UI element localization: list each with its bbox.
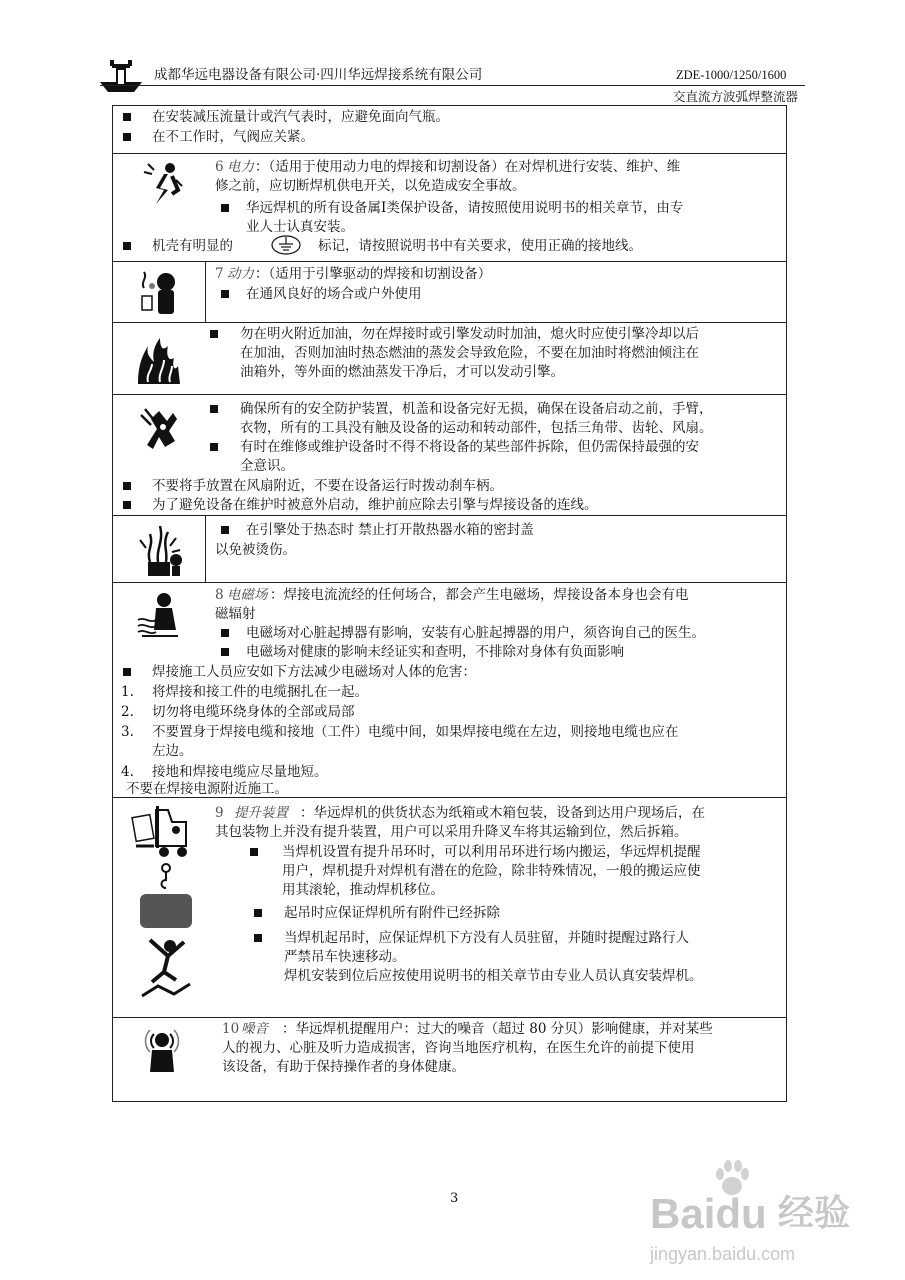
moving-b1-line1: 确保所有的安全防护装置，机盖和设备完好无损，确保在设备启动之前，手臂，: [240, 401, 713, 417]
noise-num: 10: [222, 1021, 240, 1037]
emf-num: 8: [215, 587, 224, 603]
emf-item-2: 切勿将电缆环绕身体的全部或局部: [152, 704, 355, 720]
watermark-brand2: du: [715, 1190, 767, 1237]
lifting-line2: 其包装物上并没有提升装置，用户可以采用升降叉车将其运输到位，然后拆箱。: [215, 824, 688, 840]
header-product: 交直流方波弧焊整流器: [673, 89, 799, 104]
noise-line1: ：华远焊机提醒用户：过大的噪音（超过 80 分贝）影响健康，并对某些: [282, 1021, 713, 1037]
moving-b2-line2: 全意识。: [240, 458, 294, 474]
engine-b1: 在通风良好的场合或户外使用: [246, 286, 422, 302]
header-model: ZDE-1000/1250/1600: [676, 68, 787, 82]
radiator-line2: 以免被烫伤。: [215, 542, 296, 558]
watermark-brand: Bai: [650, 1190, 716, 1237]
gas-line1: 在安装减压流量计或汽气表时，应避免面向气瓶。: [152, 109, 449, 125]
emf-item-4: 接地和焊接电缆应尽量地短。: [152, 764, 328, 780]
emf-last: 不要在焊接电源附近施工。: [126, 781, 288, 797]
lifting-title: 提升装置: [234, 805, 288, 821]
noise-line3: 该设备，有助于保持操作者的身体健康。: [222, 1059, 465, 1075]
lifting-b3-line2: 严禁吊车快速移动。: [284, 949, 406, 965]
moving-b2-line1: 有时在维修或维护设备时不得不将设备的某些部件拆除，但仍需保持最强的安: [240, 439, 699, 455]
emf-num-4: 4.: [121, 764, 134, 780]
emf-item-3: 不要置身于焊接电缆和接地（工件）电缆中间，如果焊接电缆在左边，则接地电缆也应在: [152, 724, 679, 740]
power-b1-line1: 华远焊机的所有设备属Ⅰ类保护设备，请按照使用说明书的相关章节，由专: [246, 200, 684, 216]
header-company: 成都华远电器设备有限公司·四川华远焊接系统有限公司: [154, 67, 483, 83]
power-line1: ：（适用于使用动力电的焊接和切割设备）在对焊机进行安装、维护、维: [255, 159, 681, 175]
emf-num-3: 3.: [121, 724, 134, 740]
power-b2-pre: 机壳有明显的: [152, 238, 233, 254]
moving-b1-line2: 衣物，所有的工具没有触及设备的运动和转动部件，包括三角带、齿轮、风扇。: [240, 420, 713, 436]
watermark-cn: 经验: [778, 1193, 851, 1234]
lifting-b1-line3: 用其滚轮，推动焊机移位。: [282, 882, 444, 898]
noise-title: 噪音: [241, 1021, 268, 1037]
power-b1-line2: 业人士认真安装。: [246, 219, 354, 235]
fuel-line2: 在加油，否则加油时热态燃油的蒸发会导致危险，不要在加油时将燃油倾注在: [240, 345, 699, 361]
engine-title: 动力: [227, 266, 254, 282]
emf-b2: 电磁场对健康的影响未经证实和查明，不排除对身体有负面影响: [246, 644, 624, 660]
watermark: [650, 1158, 890, 1268]
emf-line2: 磁辐射: [215, 606, 256, 622]
emf-line1: ：焊接电流流经的任何场合，都会产生电磁场，焊接设备本身也会有电: [270, 587, 689, 603]
emf-num-1: 1.: [121, 684, 134, 700]
lifting-num: 9: [215, 805, 224, 821]
hoist-icon: [140, 862, 192, 928]
watermark-url: jingyan.baidu.com: [650, 1244, 796, 1264]
lifting-b1-line1: 当焊机设置有提升吊环时，可以利用吊环进行场内搬运，华远焊机提醒: [282, 844, 701, 860]
radiator-b1: 在引擎处于热态时 禁止打开散热器水箱的密封盖: [246, 522, 534, 538]
engine-num: 7: [215, 266, 224, 282]
power-line2: 修之前，应切断焊机供电开关，以免造成安全事故。: [215, 178, 526, 194]
company-logo: [98, 58, 144, 96]
fuel-line3: 油箱外，等外面的燃油蒸发干净后，才可以发动引擎。: [240, 364, 564, 380]
power-title: 电力: [227, 159, 254, 175]
lifting-b1-line2: 用户，焊机提升对焊机有潜在的危险，除非特殊情况，一般的搬运应使: [282, 863, 701, 879]
noise-icon: [140, 1028, 184, 1074]
engine-line1: ：（适用于引擎驱动的焊接和切割设备）: [255, 266, 492, 282]
noise-line2: 人的视力、心脏及听力造成损害，咨询当地医疗机构，在医生允许的前提下使用: [222, 1040, 695, 1056]
gas-line2: 在不工作时，气阀应关紧。: [152, 129, 314, 145]
emf-icon: [134, 590, 184, 642]
fire-icon: [134, 336, 184, 386]
emf-num-2: 2.: [121, 704, 134, 720]
power-num: 6: [215, 159, 224, 175]
lifting-b3-line3: 焊机安装到位后应按使用说明书的相关章节由专业人员认真安装焊机。: [284, 968, 703, 984]
emf-b1: 电磁场对心脏起搏器有影响，安装有心脏起搏器的用户，须咨询自己的医生。: [246, 625, 705, 641]
electric-shock-icon: [138, 160, 186, 208]
lifting-line1: ：华远焊机的供货状态为纸箱或木箱包装，设备到达用户现场后，在: [300, 805, 705, 821]
falling-person-icon: [140, 938, 192, 998]
page-number: 3: [450, 1191, 459, 1206]
moving-parts-icon: [137, 405, 185, 451]
ground-symbol-icon: [270, 234, 302, 256]
engine-exhaust-icon: [138, 268, 184, 316]
lifting-b2: 起吊时应保证焊机所有附件已经拆除: [284, 905, 500, 921]
moving-b3: 不要将手放置在风扇附近，不要在设备运行时拨动刹车柄。: [152, 478, 503, 494]
moving-b4: 为了避免设备在维护时被意外启动，维护前应除去引擎与焊接设备的连线。: [152, 497, 598, 513]
emf-b3: 焊接施工人员应安如下方法减少电磁场对人体的危害：: [152, 664, 476, 680]
lifting-b3-line1: 当焊机起吊时，应保证焊机下方没有人员驻留，并随时提醒过路行人: [284, 930, 689, 946]
power-b2-post: 标记，请按照说明书中有关要求，使用正确的接地线。: [318, 238, 642, 254]
emf-item-1: 将焊接和接工件的电缆捆扎在一起。: [152, 684, 368, 700]
emf-item-3b: 左边。: [152, 743, 193, 759]
hot-radiator-icon: [136, 520, 188, 578]
fuel-line1: 勿在明火附近加油，勿在焊接时或引擎发动时加油，熄火时应使引擎冷却以后: [240, 326, 699, 342]
forklift-icon: [128, 802, 192, 860]
emf-title: 电磁场: [227, 587, 268, 603]
